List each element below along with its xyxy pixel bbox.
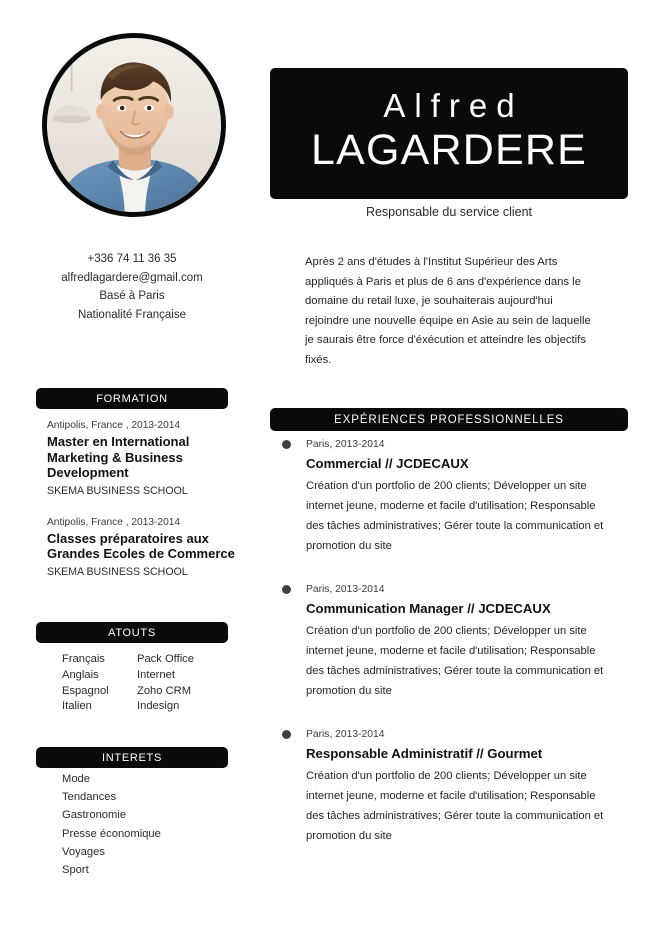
skill-item: Espagnol	[62, 684, 109, 697]
interest-item: Voyages	[62, 845, 105, 858]
experience-description: Création d'un portfolio de 200 clients; Développer un site internet jeune, moderne et facile d'utilisation; Responsable des tâches administratives; Gérer toute la communication et promotion du site	[306, 480, 604, 552]
portrait-illustration	[47, 38, 221, 212]
section-header-interets: INTERETS	[36, 747, 228, 768]
interest-item: Gastronomie	[62, 809, 127, 822]
interest-item: Presse économique	[62, 827, 161, 840]
experience-description: Création d'un portfolio de 200 clients; Développer un site internet jeune, moderne et facile d'utilisation; Responsable des tâches administratives; Gérer toute la communication et promotion du site	[306, 625, 604, 697]
education-item	[47, 515, 237, 580]
profile-photo	[42, 33, 226, 217]
contact-nationality: Nationalité Française	[77, 308, 187, 321]
skills-languages-column	[62, 652, 137, 715]
experience-item	[282, 437, 612, 556]
skills-software-column	[137, 652, 232, 715]
experience-meta: Paris, 2013-2014	[306, 439, 385, 450]
job-title: Responsable du service client	[365, 205, 533, 219]
education-title: Classes préparatoires aux Grandes Ecoles de Commerce	[47, 530, 235, 561]
skill-item: Zoho CRM	[137, 684, 192, 697]
skill-item: Pack Office	[137, 653, 194, 665]
education-title: Master en International Marketing & Business Development	[47, 434, 190, 480]
section-header-formation: FORMATION	[36, 388, 228, 409]
skill-item: Anglais	[62, 668, 99, 681]
interest-item: Sport	[62, 864, 89, 877]
education-school: SKEMA BUSINESS SCHOOL	[47, 484, 188, 497]
interest-item: Tendances	[62, 791, 117, 804]
skill-item: Internet	[137, 668, 175, 681]
contact-location: Basé à Paris	[99, 290, 165, 302]
first-name: Alfred	[383, 87, 524, 125]
experience-list	[282, 437, 612, 872]
contact-email: alfredlagardere@gmail.com	[61, 271, 203, 284]
contact-phone: +336 74 11 36 35	[87, 253, 177, 265]
education-list	[47, 418, 237, 596]
section-header-atouts: ATOUTS	[36, 622, 228, 643]
section-header-experiences: EXPÉRIENCES PROFESSIONNELLES	[270, 408, 628, 431]
experience-description: Création d'un portfolio de 200 clients; Développer un site internet jeune, moderne et facile d'utilisation; Responsable des tâches administratives; Gérer toute la communication et promotion du site	[306, 770, 604, 842]
photo-clip	[47, 38, 221, 212]
name-header-block	[270, 68, 628, 199]
last-name: LAGARDERE	[310, 125, 588, 174]
interest-item: Mode	[62, 773, 90, 785]
education-item	[47, 418, 237, 499]
education-meta: Antipolis, France , 2013-2014	[47, 420, 181, 431]
skills-list	[62, 652, 232, 715]
education-meta: Antipolis, France , 2013-2014	[47, 516, 181, 528]
experience-meta: Paris, 2013-2014	[306, 584, 385, 595]
skill-item: Français	[62, 653, 105, 665]
experience-item	[282, 727, 612, 846]
skill-item: Italien	[62, 700, 92, 713]
experience-title: Commercial // JCDECAUX	[306, 456, 469, 471]
bullet-icon	[282, 730, 291, 739]
experience-item	[282, 582, 612, 701]
experience-title: Responsable Administratif // Gourmet	[306, 746, 543, 761]
contact-info	[36, 250, 228, 324]
profile-summary: Après 2 ans d'études à l'Institut Supérieur des Arts appliqués à Paris et plus de 6 ans d'expérience dans le domaine du retail luxe, je souhaiterais aujourd'hui rejoindre une nouvelle équipe en Asie au sein de laquelle je saurais être force d'éxécution et atteindre les objectifs fixés.	[305, 256, 591, 366]
interests-list	[62, 770, 232, 879]
bullet-icon	[282, 440, 291, 449]
experience-title: Communication Manager // JCDECAUX	[306, 601, 551, 616]
skill-item: Indesign	[137, 700, 180, 713]
experience-meta: Paris, 2013-2014	[306, 729, 385, 740]
bullet-icon	[282, 585, 291, 594]
education-school: SKEMA BUSINESS SCHOOL	[47, 565, 188, 578]
